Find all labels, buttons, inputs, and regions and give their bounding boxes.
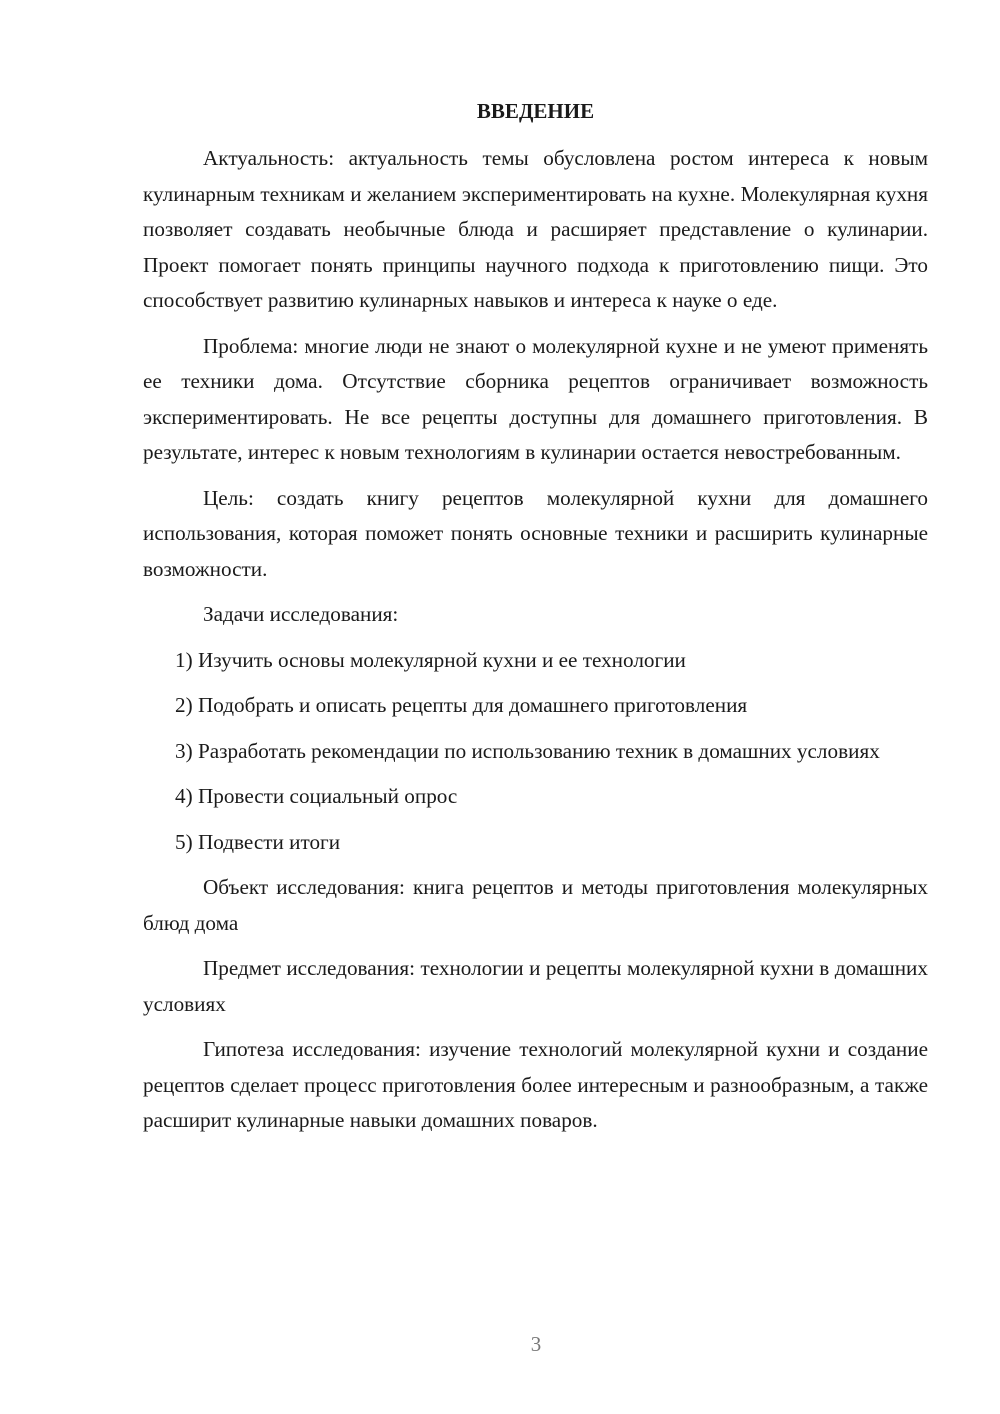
paragraph-relevance: Актуальность: актуальность темы обусловлена ростом интереса к новым кулинарным техникам и желанием экспериментировать на кухне. Молекулярная кухня позволяет создавать необычные блюда и расширяет представление о кулинарии. Проект помогает понять принципы научного подхода к приготовлению пищи. Это способствует развитию кулинарных навыков и интереса к науке о еде. [143, 146, 928, 312]
paragraph-goal: Цель: создать книгу рецептов молекулярной кухни для домашнего использования, которая поможет понять основные техники и расширить кулинарные возможности. [143, 485, 928, 581]
paragraph-problem: Проблема: многие люди не знают о молекулярной кухне и не умеют применять ее техники дома. Отсутствие сборника рецептов ограничивает возможность экспериментировать. Не все рецепты доступны для домашнего приготовления. В результате, интерес к новым технологиям в кулинарии остается невостребованным. [143, 333, 928, 464]
task-item-5: 5) Подвести итоги [175, 829, 341, 854]
page-title: ВВЕДЕНИЕ [476, 99, 595, 123]
paragraph-tasks-heading: Задачи исследования: [203, 602, 399, 626]
task-item-4: 4) Провести социальный опрос [175, 784, 458, 808]
paragraph-hypothesis: Гипотеза исследования: изучение технологий молекулярной кухни и создание рецептов сделает процесс приготовления более интересным и разнообразным, а также расширит кулинарные навыки домашних поваров. [143, 1037, 928, 1132]
task-item-1: 1) Изучить основы молекулярной кухни и ее технологии [175, 647, 686, 672]
paragraph-subject: Предмет исследования: технологии и рецепты молекулярной кухни в домашних условиях [143, 956, 928, 1016]
paragraph-object: Объект исследования: книга рецептов и методы приготовления молекулярных блюд дома [143, 875, 928, 935]
task-item-2: 2) Подобрать и описать рецепты для домашнего приготовления [175, 693, 748, 717]
task-item-3: 3) Разработать рекомендации по использованию техник в домашних условиях [175, 738, 880, 763]
page-number: 3 [530, 1332, 542, 1356]
document-page [143, 96, 928, 1149]
